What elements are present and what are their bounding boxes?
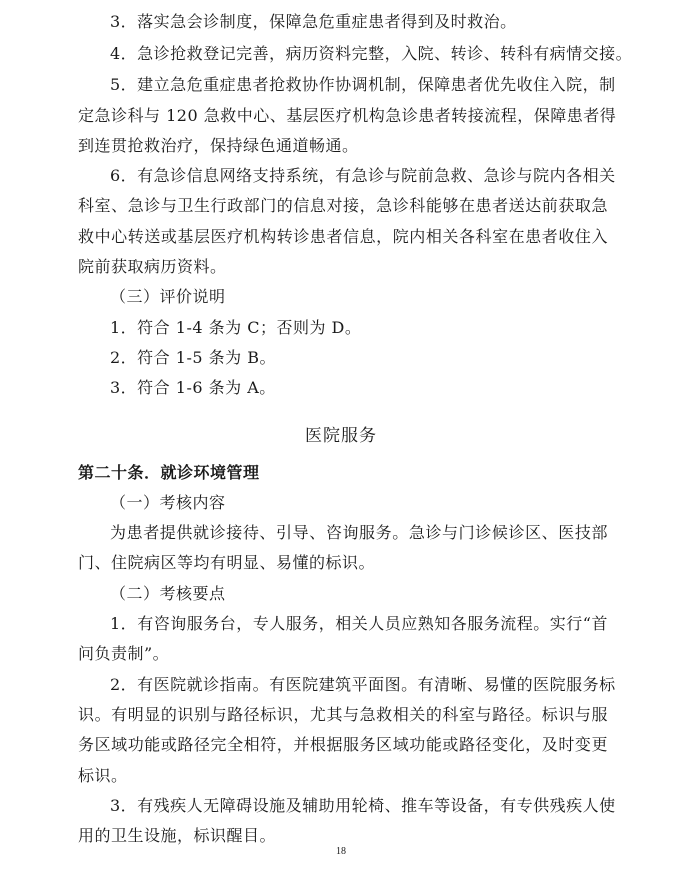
subheading: （三）评价说明 [110,287,226,306]
paragraph-line: 识。有明显的识别与路径标识，尤其与急救相关的科室与路径。标识与服 [78,705,608,724]
list-item: 1．符合 1-4 条为 C；否则为 D。 [110,318,362,337]
paragraph-line: 2．有医院就诊指南。有医院建筑平面图。有清晰、易懂的医院服务标 [110,675,616,694]
paragraph-line: 院前获取病历资料。 [78,257,227,276]
paragraph-line: 门、住院病区等均有明显、易懂的标识。 [78,553,376,572]
section-title: 医院服务 [305,426,377,446]
list-item: 3．符合 1-6 条为 A。 [110,378,276,397]
paragraph-line: 到连贯抢救治疗，保持绿色通道畅通。 [78,136,359,155]
paragraph-line: 6．有急诊信息网络支持系统，有急诊与院前急救、急诊与院内各相关 [110,166,616,185]
subheading: （一）考核内容 [110,493,226,512]
list-item: 2．符合 1-5 条为 B。 [110,348,276,367]
paragraph-line: 救中心转送或基层医疗机构转诊患者信息，院内相关各科室在患者收住入 [78,227,608,246]
subheading: （二）考核要点 [110,584,226,603]
paragraph-line: 为患者提供就诊接待、引导、咨询服务。急诊与门诊候诊区、医技部 [110,523,608,542]
paragraph-line: 3．有残疾人无障碍设施及辅助用轮椅、推车等设备，有专供残疾人使 [110,796,616,815]
paragraph-line: 用的卫生设施，标识醒目。 [78,826,277,845]
article-title: 第二十条．就诊环境管理 [78,463,260,482]
page-number: 18 [336,846,346,857]
paragraph-line: 3．落实急会诊制度，保障急危重症患者得到及时救治。 [110,12,517,31]
paragraph-line: 务区域功能或路径完全相符，并根据服务区域功能或路径变化，及时变更 [78,735,608,754]
paragraph-line: 问负责制”。 [78,644,170,663]
paragraph-line: 标识。 [78,766,128,785]
paragraph-line: 1．有咨询服务台，专人服务，相关人员应熟知各服务流程。实行“首 [110,614,608,633]
paragraph-line: 5．建立急危重症患者抢救协作协调机制，保障患者优先收住入院，制 [110,75,616,94]
paragraph-line: 定急诊科与 120 急救中心、基层医疗机构急诊患者转接流程，保障患者得 [78,106,617,125]
paragraph-line: 科室、急诊与卫生行政部门的信息对接，急诊科能够在患者送达前获取急 [78,196,608,215]
paragraph-line: 4．急诊抢救登记完善，病历资料完整，入院、转诊、转科有病情交接。 [110,44,633,63]
